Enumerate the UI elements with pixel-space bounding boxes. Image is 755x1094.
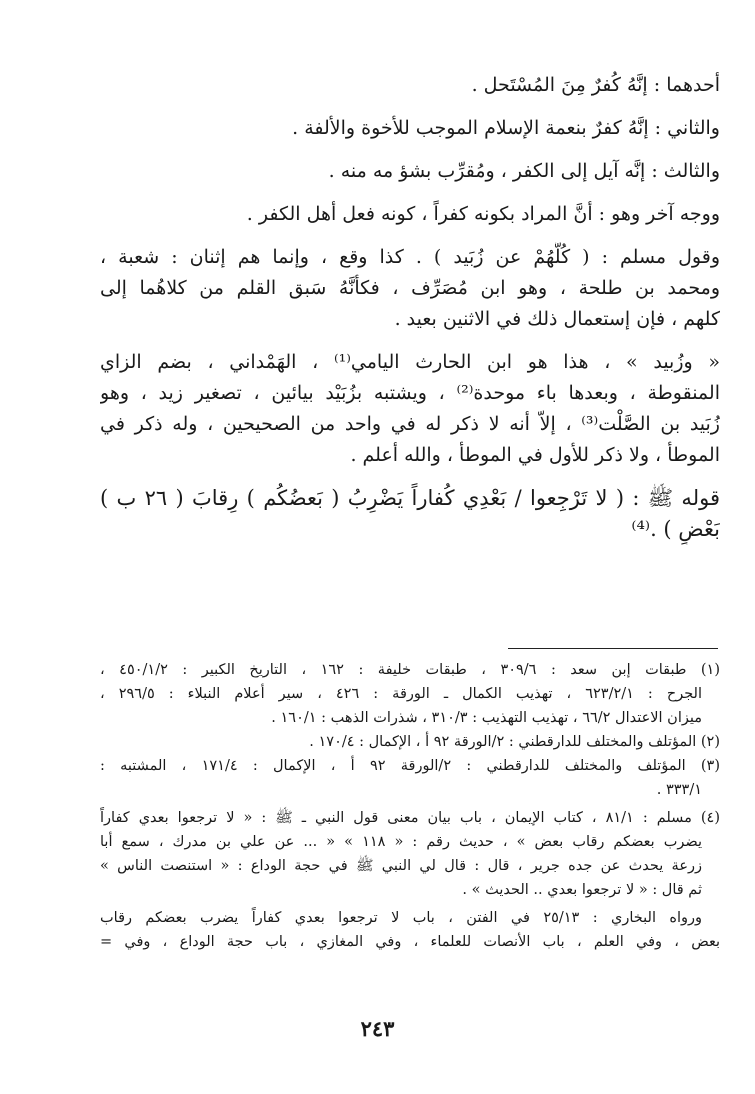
footnote-line: يضرب بعضكم رقاب بعض » ، حديث رقم : « ١١٨ » « ... عن علي بن مدرك ، سمع أبا: [100, 834, 702, 850]
text-line: ووجه آخر وهو : أنَّ المراد بكونه كفراً ، كونه فعل أهل الكفر .: [246, 203, 720, 225]
footnote-line: زرعة يحدث عن جده جرير ، قال : قال لي النبي ﷺ في حجة الوداع : « استنصت الناس »: [100, 858, 702, 874]
footnote-line: الجرح : ٦٢٣/٢/١ ، تهذيب الكمال ـ الورقة : ٤٢٦ ، سير أعلام النبلاء : ٢٩٦/٥ ،: [100, 686, 702, 702]
footnote-line: (٣) المؤتلف والمختلف للدارقطني : ٢/الورقة ٩٢ أ ، الإكمال : ١٧١/٤ ، المشتبه :: [100, 758, 720, 774]
text-line: وقول مسلم : ( كُلُّهُمْ عن زُبَيد ) . كذا وقع ، وإنما هم إثنان : شعبة ،: [100, 246, 720, 268]
footnote-line: بعض ، وفي العلم ، باب الأنصات للعلماء ، وفي المغازي ، باب حجة الوداع ، وفي =: [100, 934, 720, 950]
text-line: الموطأ ، ولا ذكر للأول في الموطأ ، والله أعلم .: [350, 444, 720, 466]
footnote-line: ورواه البخاري : ٢٥/١٣ في الفتن ، باب لا ترجعوا بعدي كفاراً يضرب بعضكم رقاب: [100, 910, 703, 926]
footnote-divider: [508, 648, 718, 649]
text-line: والثاني : إنَّهُ كفرٌ بنعمة الإسلام الموجب للأخوة والألفة .: [292, 117, 720, 139]
footnote-line: ثم قال : « لا ترجعوا بعدي .. الحديث » .: [462, 882, 702, 898]
footnotes: [100, 658, 720, 954]
text-line: زُبَيد بن الصَّلْت⁽³⁾ ، إلاّ أنه لا ذكر له في واحد من الصحيحين ، وله ذكر في: [100, 413, 720, 435]
text-line: ومحمد بن طلحة ، وهو ابن مُصَرِّف ، فكأنَّهُ سَبق القلم من كلاهُما إلى: [100, 277, 720, 299]
main-text: [100, 70, 720, 545]
text-line: كلهم ، فإن إستعمال ذلك في الاثنين بعيد .: [394, 308, 720, 330]
footnote-line: (١) طبقات إبن سعد : ٣٠٩/٦ ، طبقات خليفة : ١٦٢ ، التاريخ الكبير : ٤٥٠/١/٢ ،: [100, 662, 720, 678]
text-line: أحدهما : إنَّهُ كُفرٌ مِنَ المُسْتَحل .: [471, 74, 720, 96]
page-number: ٢٤٣: [360, 1016, 395, 1041]
footnote-line: ٣٣٣/١ .: [656, 782, 702, 798]
footnote-line: (٤) مسلم : ٨١/١ ، كتاب الإيمان ، باب بيان معنى قول النبي ـ ﷺ : « لا ترجعوا بعدي كفاراً: [100, 810, 720, 826]
text-line: « وزُبيد » ، هذا هو ابن الحارث اليامي⁽¹⁾ ، الهَمْداني ، بضم الزاي: [100, 351, 720, 373]
footnote-line: (٢) المؤتلف والمختلف للدارقطني : ٢/الورقة ٩٢ أ ، الإكمال : ١٧٠/٤ .: [309, 734, 720, 750]
text-line: المنقوطة ، وبعدها باء موحدة⁽²⁾ ، ويشتبه بزُبَيْد بيائين ، تصغير زيد ، وهو: [100, 382, 720, 404]
footnote-line: ميزان الاعتدال ٦٦/٢ ، تهذيب التهذيب : ٣١٠/٣ ، شذرات الذهب : ١٦٠/١ .: [271, 710, 702, 726]
hadith-line: بَعْضٍ ) .⁽⁴⁾: [631, 517, 720, 541]
hadith-line: قوله ﷺ : ( لا تَرْجِعوا / بَعْدِي كُفاراً يَضْرِبُ ( بَعضُكُم ) رِقابَ ( ٢٦ ب ): [100, 486, 720, 510]
text-line: والثالث : إنَّه آيل إلى الكفر ، ومُقرِّب بشؤ مه منه .: [328, 160, 720, 182]
